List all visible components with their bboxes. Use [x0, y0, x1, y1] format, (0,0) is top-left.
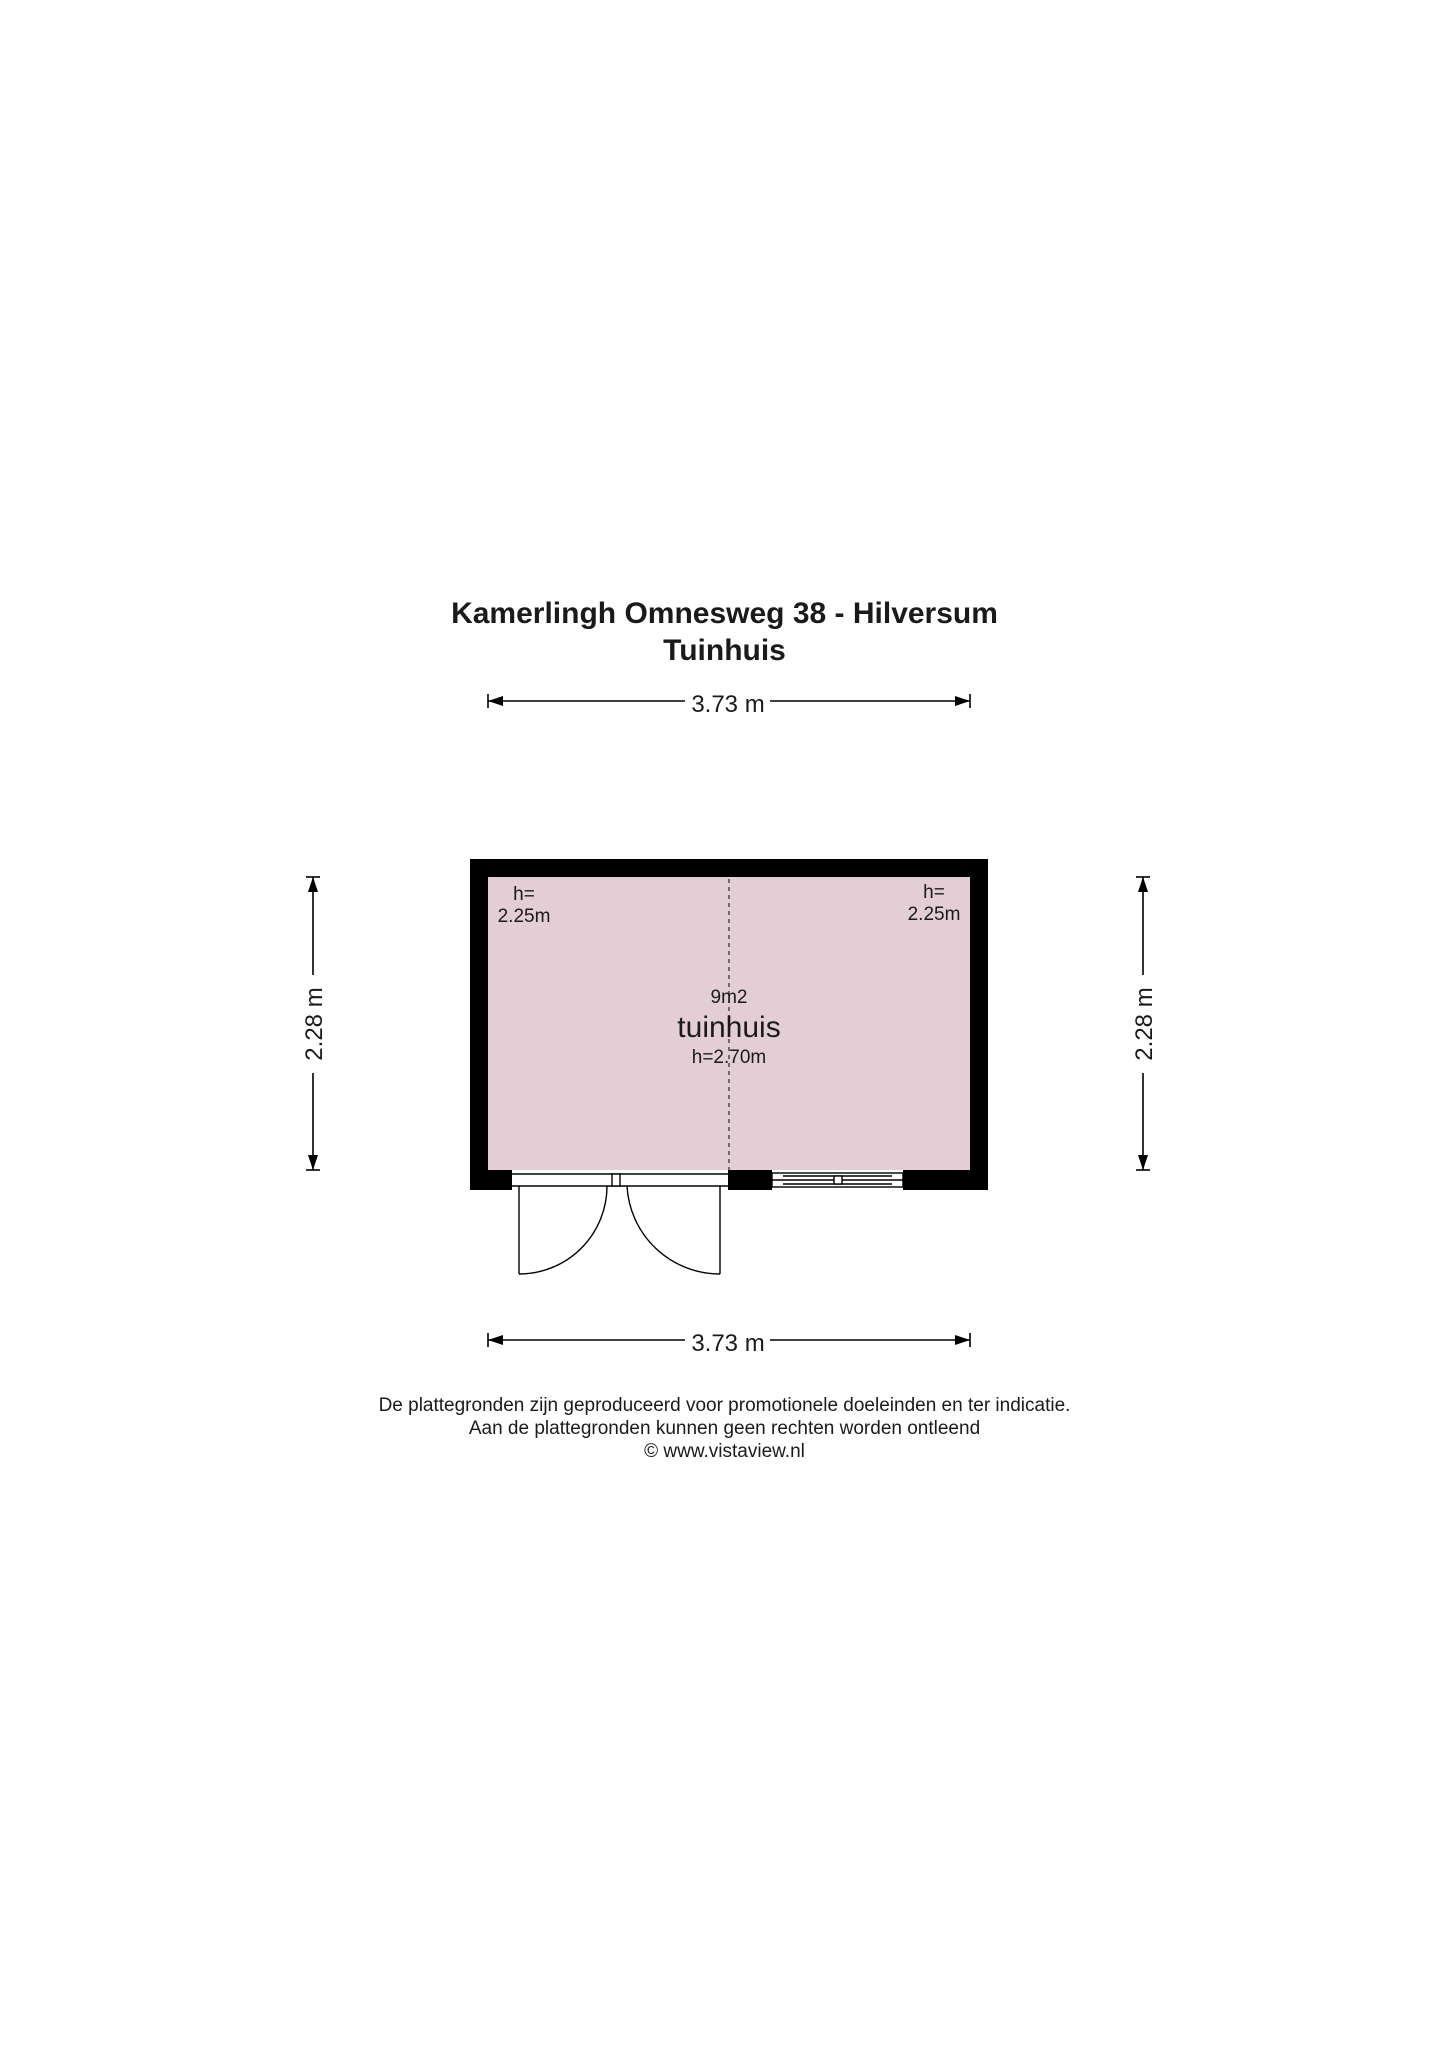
dimension-left-label: 2.28 m: [301, 987, 328, 1061]
dimension-right: [1131, 877, 1158, 1170]
room-area: 9m2: [710, 987, 748, 1008]
room-name: tuinhuis: [677, 1011, 781, 1044]
double-door: [512, 1174, 728, 1274]
plan-subtitle: Tuinhuis: [663, 634, 786, 667]
disclaimer-line-2: Aan de plattegronden kunnen geen rechten worden ontleend: [468, 1418, 981, 1439]
dimension-right-label: 2.28 m: [1131, 987, 1158, 1061]
dimension-top-label: 3.73 m: [691, 691, 765, 718]
left-height-label: h=: [513, 884, 535, 905]
right-height-label: h=: [923, 882, 945, 903]
copyright-line: © www.vistaview.nl: [644, 1441, 805, 1462]
disclaimer-line-1: De plattegronden zijn geproduceerd voor promotionele doeleinden en ter indicatie.: [378, 1395, 1071, 1416]
dimension-bottom-label: 3.73 m: [691, 1330, 765, 1357]
window: [772, 1173, 903, 1187]
dimension-top: [488, 691, 970, 718]
room-height: h=2.70m: [691, 1047, 767, 1068]
plan-title: Kamerlingh Omnesweg 38 - Hilversum: [451, 597, 998, 630]
dimension-bottom: [488, 1330, 970, 1357]
left-height-value: 2.25m: [497, 906, 551, 927]
dimension-left: [301, 877, 328, 1170]
right-height-value: 2.25m: [907, 904, 961, 925]
